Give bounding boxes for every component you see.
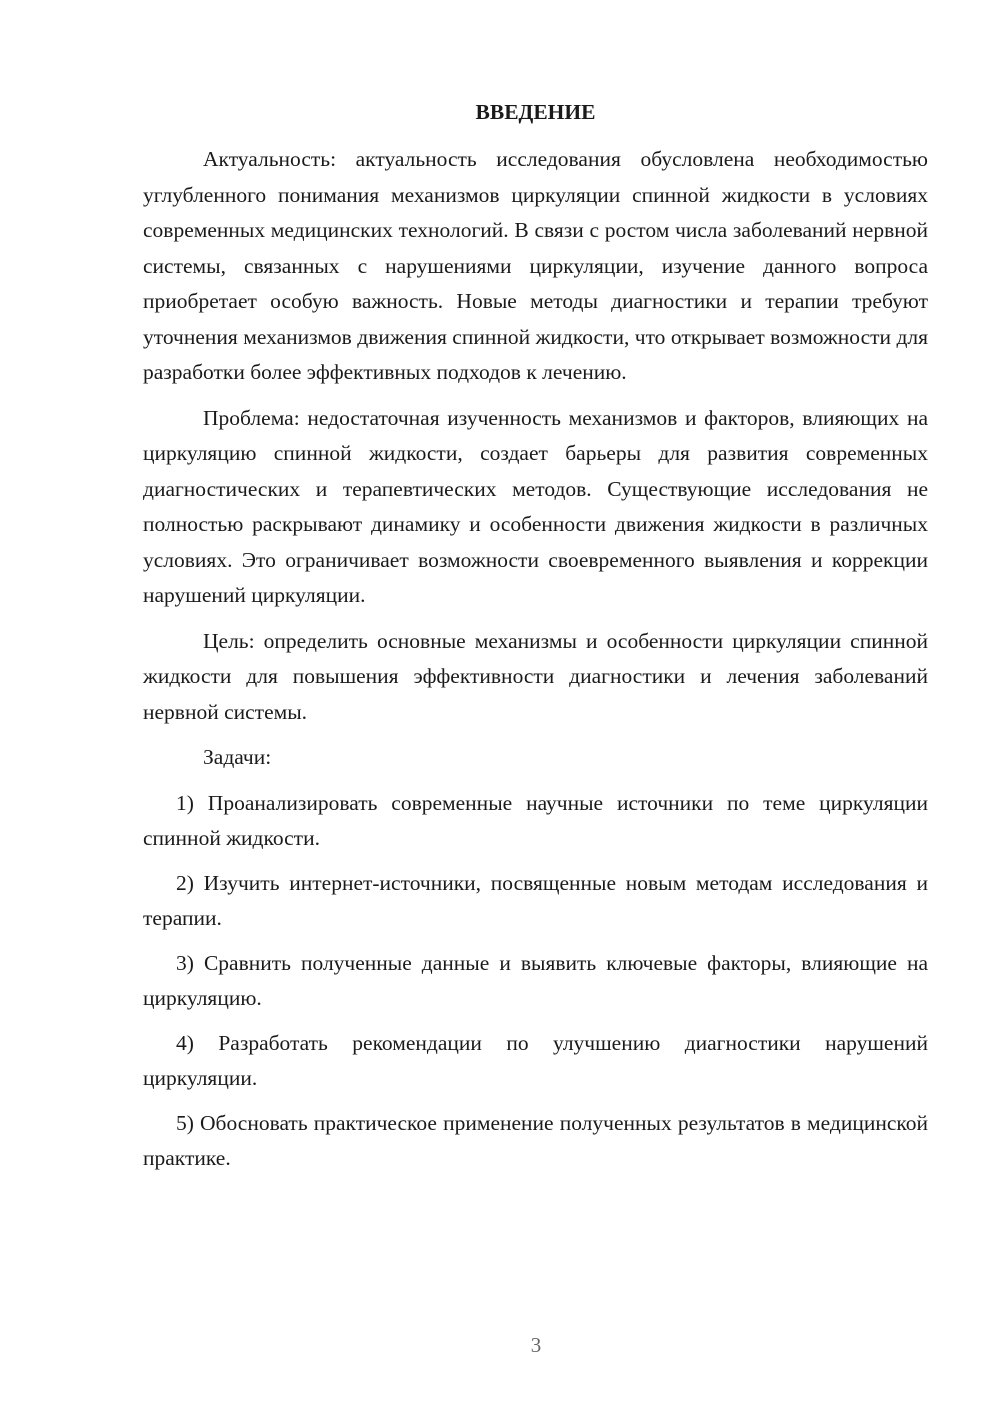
page-content (143, 95, 928, 1186)
page-number: 3 (530, 1333, 542, 1357)
task-item-1: 1) Проанализировать современные научные источники по теме циркуляции спинной жидкости. (143, 790, 928, 850)
task-item-2: 2) Изучить интернет-источники, посвященные новым методам исследования и терапии. (143, 870, 928, 930)
goal-paragraph: Цель: определить основные механизмы и особенности циркуляции спинной жидкости для повышения эффективности диагностики и лечения заболеваний нервной системы. (143, 628, 928, 724)
task-item-3: 3) Сравнить полученные данные и выявить ключевые факторы, влияющие на циркуляцию. (143, 950, 928, 1010)
tasks-label: Задачи: (203, 745, 272, 769)
problem-paragraph: Проблема: недостаточная изученность механизмов и факторов, влияющих на циркуляцию спинной жидкости, создает барьеры для развития современных диагностических и терапевтических методов. Существующие исследования не полностью раскрывают динамику и особенности движения жидкости в различных условиях. Это ограничивает возможности своевременного выявления и коррекции нарушений циркуляции. (143, 405, 928, 607)
tasks-list (143, 786, 928, 1177)
relevance-paragraph: Актуальность: актуальность исследования обусловлена необходимостью углубленного понимания механизмов циркуляции спинной жидкости в условиях современных медицинских технологий. В связи с ростом числа заболеваний нервной системы, связанных с нарушениями циркуляции, изучение данного вопроса приобретает особую важность. Новые методы диагностики и терапии требуют уточнения механизмов движения спинной жидкости, что открывает возможности для разработки более эффективных подходов к лечению. (143, 147, 928, 384)
task-item-5: 5) Обосновать практическое применение полученных результатов в медицинской практике. (143, 1110, 928, 1170)
task-item-4: 4) Разработать рекомендации по улучшению диагностики нарушений циркуляции. (143, 1030, 928, 1090)
section-heading: ВВЕДЕНИЕ (475, 100, 596, 124)
